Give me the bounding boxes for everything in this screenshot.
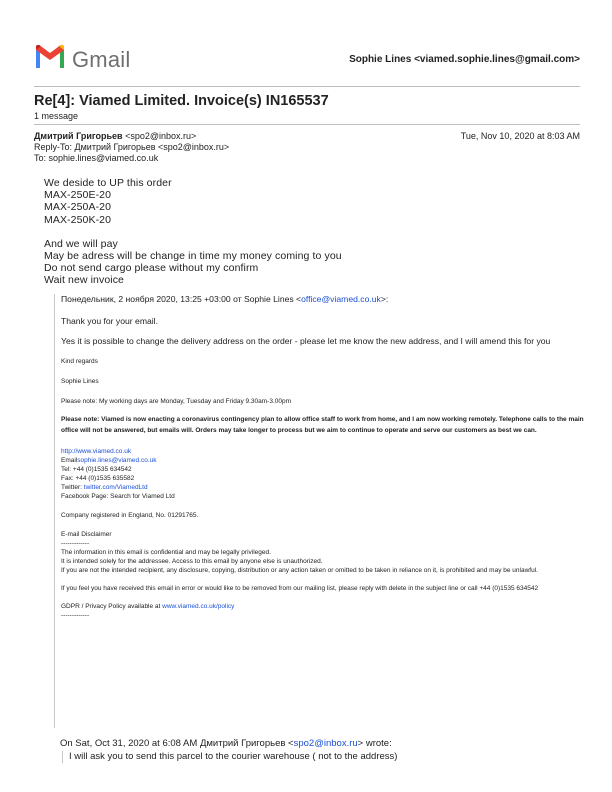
sender-name: Дмитрий Григорьев — [34, 131, 123, 141]
gmail-wordmark: Gmail — [72, 47, 131, 72]
twitter-line: Twitter: twitter.com/ViamedLtd — [61, 484, 148, 491]
disclaimer-text: If you feel you have received this email in error or would like to be removed from our mailing list, please reply with delete in the subject line or call +44 (0)1535 634542 — [61, 585, 539, 592]
tel-line: Tel: +44 (0)1535 634542 — [61, 466, 132, 473]
quote-header: Понедельник, 2 ноября 2020, 13:25 +03:00 от Sophie Lines <office@viamed.co.uk>: — [61, 294, 389, 304]
body-line: May be adress will be change in time my money coming to you — [44, 250, 342, 263]
body-line: We deside to UP this order — [44, 177, 172, 189]
message-body — [44, 177, 342, 287]
disclaimer-title: E-mail Disclaimer — [61, 531, 112, 538]
footer-divider: ------------- — [61, 612, 90, 619]
email-line: Emailsophie.lines@viamed.co.uk — [61, 457, 157, 464]
gdpr-line: GDPR / Privacy Policy available at www.viamed.co.uk/policy — [61, 603, 235, 610]
quote-sender-email[interactable]: office@viamed.co.uk — [301, 294, 381, 304]
body-line: Wait new invoice — [44, 274, 124, 287]
message-count: 1 message — [34, 111, 79, 121]
regards: Kind regards — [61, 358, 98, 365]
company-registration: Company registered in England, No. 01291765. — [61, 512, 199, 519]
body-line: And we will pay — [44, 237, 118, 250]
website-link[interactable]: http://www.viamed.co.uk — [61, 448, 132, 455]
signer-name: Sophie Lines — [61, 378, 99, 385]
quote-paragraph: Yes it is possible to change the delivery address on the order - please let me know the new address, and I will amend this for you — [61, 336, 551, 346]
divider — [34, 86, 580, 87]
policy-link[interactable]: www.viamed.co.uk/policy — [162, 603, 235, 610]
covid-notice: Please note: Viamed is now enacting a coronavirus contingency plan to allow office staff to work from home, and I am now working remotely. Telephone calls to the main office will not be answered, but emails will. Orders may take longer to process but we aim to continue to operate and serve our customers as best we can. — [61, 416, 584, 434]
quote-paragraph: Thank you for your email. — [61, 316, 158, 326]
disclaimer-text: If you are not the intended recipient, any disclosure, copying, distribution or any action taken or omitted to be taken in reliance on it, is prohibited and may be unlawful. — [61, 567, 538, 574]
older-sender-email[interactable]: spo2@inbox.ru — [293, 738, 358, 749]
email-link[interactable]: sophie.lines@viamed.co.uk — [77, 457, 157, 464]
body-line: MAX-250K-20 — [44, 213, 112, 226]
fax-line: Fax: +44 (0)1535 635582 — [61, 475, 135, 482]
gmail-logo — [34, 44, 134, 74]
twitter-link[interactable]: twitter.com/ViamedLtd — [83, 484, 148, 491]
message-meta — [34, 131, 580, 164]
body-line: MAX-250A-20 — [44, 201, 112, 214]
disclaimer-divider: ------------- — [61, 540, 90, 547]
reply-to: Reply-To: Дмитрий Григорьев <spo2@inbox.ru> — [34, 142, 230, 152]
older-quote-body: I will ask you to send this parcel to the courier warehouse ( not to the address) — [62, 751, 397, 763]
older-quote-header: On Sat, Oct 31, 2020 at 6:08 AM Дмитрий Григорьев <spo2@inbox.ru> wrote: — [60, 738, 392, 749]
disclaimer-text: It is intended solely for the addressee. Access to this email by anyone else is unauthorized. — [61, 558, 323, 565]
sender-email: <spo2@inbox.ru> — [125, 131, 197, 141]
disclaimer-text: The information in this email is confidential and may be legally privileged. — [61, 549, 271, 556]
thread-subject: Re[4]: Viamed Limited. Invoice(s) IN165537 — [34, 93, 329, 109]
body-line: Do not send cargo please without my confirm — [44, 262, 259, 275]
account-email: Sophie Lines <viamed.sophie.lines@gmail.com> — [349, 54, 580, 65]
working-days-note: Please note: My working days are Monday, Tuesday and Friday 9.30am-3.00pm — [61, 398, 292, 405]
quoted-reply — [54, 294, 591, 728]
facebook-line: Facebook Page: Search for Viamed Ltd — [61, 493, 175, 500]
message-date: Tue, Nov 10, 2020 at 8:03 AM — [460, 131, 580, 141]
recipient: To: sophie.lines@viamed.co.uk — [34, 153, 159, 163]
body-line: MAX-250E-20 — [44, 189, 112, 202]
print-header — [34, 42, 580, 78]
gmail-m-icon — [34, 44, 66, 68]
divider — [34, 124, 580, 125]
